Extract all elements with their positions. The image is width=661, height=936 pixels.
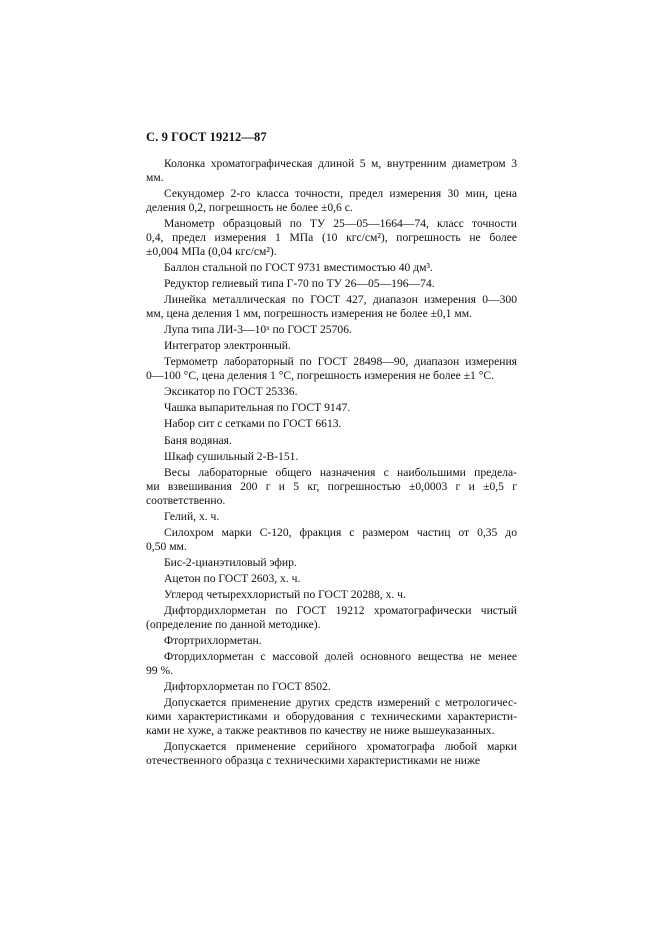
paragraph [146,293,517,321]
text-line: Дифтордихлорметан по ГОСТ 19212 хроматографически чистый [164,604,517,618]
text-line: 0,50 мм. [146,539,187,553]
paragraph [146,680,517,694]
paragraph [146,417,517,431]
text-line: Силохром марки С-120, фракция с размером частиц от 0,35 до [164,525,517,539]
text-line: ±0,004 МПа (0,04 кгс/см²). [146,244,277,258]
text-line: Шкаф сушильный 2-В-151. [164,449,299,463]
text-line: Чашка выпарительная по ГОСТ 9147. [164,401,351,415]
text-line: Лупа типа ЛИ-3—10ˣ по ГОСТ 25706. [164,323,352,337]
text-line: Бис-2-цианэтиловый эфир. [164,555,297,569]
text-line: деления 0,2, погрешность не более ±0,6 с. [146,200,353,214]
text-line: Фтордихлорметан с массовой долей основного вещества не менее [164,650,517,664]
paragraph [146,217,517,259]
page-header: С. 9 ГОСТ 19212—87 [146,130,267,144]
text-line: Весы лабораторные общего назначения с наибольшими предела- [164,465,517,479]
text-line: Ацетон по ГОСТ 2603, х. ч. [164,571,301,585]
paragraph [146,157,517,185]
text-line: Термометр лабораторный по ГОСТ 28498—90, диапазон измерения [164,355,517,369]
text-line: 0,4, предел измерения 1 МПа (10 кгс/см²), погрешность не более [146,230,517,244]
text-line: Баллон стальной по ГОСТ 9731 вместимостью 40 дм³. [164,260,433,274]
text-line: (определение по данной методике). [146,617,321,631]
text-line: 99 %. [146,664,174,678]
text-line: Колонка хроматографическая длиной 5 м, внутренним диаметром 3 мм. [146,157,517,184]
paragraph [146,277,517,291]
text-line: Манометр образцовый по ТУ 25—05—1664—74, класс точности [164,217,517,230]
text-line: Дифторхлорметан по ГОСТ 8502. [164,680,331,694]
text-line: ками не хуже, а также реактивов по качеству не ниже вышеуказанных. [146,724,495,738]
text-line: Фтортрихлорметан. [164,634,262,648]
paragraph [146,401,517,415]
text-line: ми взвешивания 200 г и 5 кг, погрешностью ±0,0003 г и ±0,5 г [146,479,517,493]
paragraph [146,556,517,570]
text-line: Интегратор электронный. [164,339,291,353]
document-body [146,157,517,770]
paragraph [146,385,517,399]
text-line: мм, цена деления 1 мм, погрешность измерения не более ±0,1 мм. [146,307,472,320]
paragraph [146,696,517,738]
paragraph [146,355,517,383]
paragraph [146,634,517,648]
text-line: кими характеристиками и оборудования с техническими характеристи- [146,710,517,724]
text-line: Гелий, х. ч. [164,509,220,523]
paragraph [146,450,517,464]
paragraph [146,510,517,524]
paragraph [146,323,517,337]
text-line: Допускается применение серийного хроматографа любой марки [164,740,517,754]
text-line: Баня водяная. [164,433,232,447]
paragraph [146,339,517,353]
paragraph [146,187,517,215]
text-line: Секундомер 2-го класса точности, предел измерения 30 мин, цена [164,187,517,200]
text-line: соответственно. [146,493,226,507]
paragraph [146,604,517,632]
paragraph [146,434,517,448]
text-line: 0—100 °С, цена деления 1 °С, погрешность измерения не более ±1 °С. [146,369,495,383]
paragraph [146,466,517,508]
paragraph [146,526,517,554]
text-line: Линейка металлическая по ГОСТ 427, диапазон измерения 0—300 [164,293,517,307]
text-line: Эксикатор по ГОСТ 25336. [164,385,298,399]
text-line: Допускается применение других средств измерений с метрологичес- [164,696,517,710]
paragraph [146,650,517,678]
text-line: Углерод четыреххлористый по ГОСТ 20288, х. ч. [164,587,406,601]
paragraph [146,572,517,586]
paragraph [146,261,517,275]
text-line: Редуктор гелиевый типа Г-70 по ТУ 26—05—196—74. [164,277,435,290]
paragraph [146,588,517,602]
text-line: отечественного образца с техническими характеристиками не ниже [146,754,480,768]
text-line: Набор сит с сетками по ГОСТ 6613. [164,417,342,431]
paragraph [146,740,517,768]
